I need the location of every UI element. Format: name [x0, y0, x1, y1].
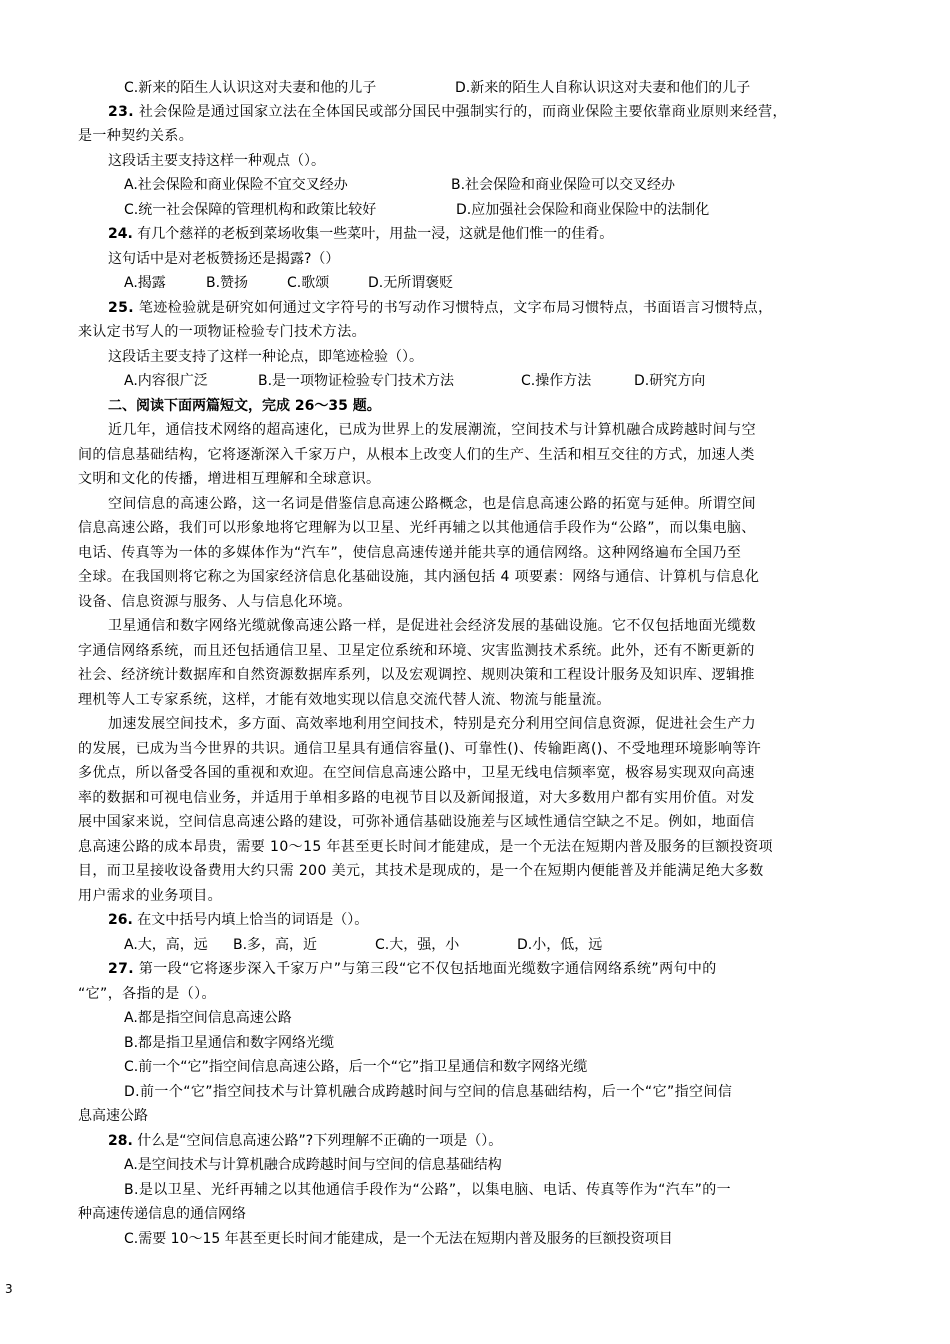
q22-option-d: D.新来的陌生人自称认识这对夫妻和他们的儿子: [455, 80, 751, 96]
passage-p4-line: 的发展，已成为当今世界的共识。通信卫星具有通信容量()、可靠性()、传输距离()、不受地理环境影响等许: [78, 741, 762, 757]
q25-number: 25.: [108, 300, 135, 316]
q23-line-1: 社会保险是通过国家立法在全体国民或部分国民中强制实行的，而商业保险主要依靠商业原则来经营，: [138, 104, 787, 120]
passage-p4-line: 目，而卫星接收设备费用大约只需 200 美元，其技术是现成的，是一个在短期内便能普及并能满足绝大多数: [78, 863, 764, 879]
q24-option-c: C.歌颂: [287, 275, 330, 291]
q23-option-c: C.统一社会保障的管理机构和政策比较好: [124, 202, 377, 218]
passage-p3-line: 理机等人工专家系统，这样，才能有效地实现以信息交流代替人流、物流与能量流。: [78, 692, 611, 708]
q23-prompt: 这段话主要支持这样一种观点（）。: [108, 153, 325, 169]
q28-line-1: 什么是“空间信息高速公路”?下列理解不正确的一项是（）。: [137, 1133, 503, 1149]
q23-question: [108, 100, 910, 125]
q26-option-a: A.大，高，远: [124, 937, 208, 953]
q25-option-b: B.是一项物证检验专门技术方法: [258, 373, 455, 389]
passage-p4-line: 率的数据和可视电信业务，并适用于单相多路的电视节目以及新闻报道，对大多数用户都有实用价值。对发: [78, 790, 755, 806]
passage-p1-line: 文明和文化的传播，增进相互理解和全球意识。: [78, 471, 381, 487]
q23-number: 23.: [108, 104, 135, 120]
q26-option-d: D.小，低，远: [517, 937, 603, 953]
q27-question: [108, 957, 910, 982]
q25-option-d: D.研究方向: [634, 373, 706, 389]
q27-option-d-line-2: 息高速公路: [78, 1108, 148, 1124]
passage-p2-line: 设备、信息资源与服务、人与信息化环境。: [78, 594, 352, 610]
q26-option-b: B.多，高，近: [233, 937, 318, 953]
q27-option-d-line-1: D.前一个“它”指空间技术与计算机融合成跨越时间与空间的信息基础结构，后一个“它”指空间信: [124, 1084, 733, 1100]
passage-p3-line: 字通信网络系统，而且还包括通信卫星、卫星定位系统和环境、灾害监测技术系统。此外，还有不断更新的: [78, 643, 755, 659]
q26-number: 26.: [108, 912, 133, 928]
passage-p3-line: 社会、经济统计数据库和自然资源数据库系列，以及宏观调控、规则决策和工程设计服务及知识库、逻辑推: [78, 667, 755, 683]
q24-question: [108, 222, 910, 247]
passage-p4-line: 用户需求的业务项目。: [78, 888, 222, 904]
q26-line-1: 在文中括号内填上恰当的词语是（）。: [137, 912, 369, 928]
q24-number: 24.: [108, 226, 133, 242]
q23-option-a: A.社会保险和商业保险不宜交叉经办: [124, 177, 348, 193]
passage-p2-line: 电话、传真等为一体的多媒体作为“汽车”，使信息高速传递并能共享的通信网络。这种网络遍布全国乃至: [78, 545, 742, 561]
q24-prompt: 这句话中是对老板赞扬还是揭露?（）: [108, 251, 340, 267]
q22-option-c: C.新来的陌生人认识这对夫妻和他的儿子: [124, 80, 377, 96]
page-number: 3: [5, 1282, 13, 1296]
section-2-heading: 二、阅读下面两篇短文，完成 26～35 题。: [108, 398, 381, 414]
passage-p3-line: 卫星通信和数字网络光缆就像高速公路一样，是促进社会经济发展的基础设施。它不仅包括地面光缆数: [108, 618, 756, 634]
passage-p4-line: 多优点，所以备受各国的重视和欢迎。在空间信息高速公路中，卫星无线电信频率宽，极容易实现双向高速: [78, 765, 755, 781]
q28-option-b-line-2: 种高速传递信息的通信网络: [78, 1206, 246, 1222]
q27-line-1: 第一段“它将逐步深入千家万户”与第三段“它不仅包括地面光缆数字通信网络系统”两句中的: [138, 961, 717, 977]
q26-option-c: C.大，强，小: [375, 937, 460, 953]
q25-option-a: A.内容很广泛: [124, 373, 208, 389]
q23-option-b: B.社会保险和商业保险可以交叉经办: [451, 177, 676, 193]
q25-prompt: 这段话主要支持了这样一种论点，即笔迹检验（）。: [108, 349, 423, 365]
passage-p2-line: 信息高速公路，我们可以形象地将它理解为以卫星、光纤再辅之以其他通信手段作为“公路”，而以集电脑、: [78, 520, 756, 536]
q25-line-1: 笔迹检验就是研究如何通过文字符号的书写动作习惯特点，文字布局习惯特点，书面语言习惯特点，: [138, 300, 773, 316]
passage-p4-line: 展中国家来说，空间信息高速公路的建设，可弥补通信基础设施差与区域性通信空缺之不足。例如，地面信: [78, 814, 755, 830]
q28-option-a: A.是空间技术与计算机融合成跨越时间与空间的信息基础结构: [124, 1157, 502, 1173]
q24-option-a: A.揭露: [124, 275, 166, 291]
q26-question: [108, 908, 910, 933]
passage-p1-line: 近几年，通信技术网络的超高速化，已成为世界上的发展潮流，空间技术与计算机融合成跨越时间与空: [108, 422, 756, 438]
q28-option-c: C.需要 10～15 年甚至更长时间才能建成，是一个无法在短期内普及服务的巨额投资项目: [124, 1231, 673, 1247]
q27-option-b: B.都是指卫星通信和数字网络光缆: [124, 1035, 335, 1051]
q27-option-c: C.前一个“它”指空间信息高速公路，后一个“它”指卫星通信和数字网络光缆: [124, 1059, 588, 1075]
q24-option-d: D.无所谓褒贬: [368, 275, 454, 291]
q24-option-b: B.赞扬: [206, 275, 249, 291]
q24-line-1: 有几个慈祥的老板到菜场收集一些菜叶，用盐一浸，这就是他们惟一的佳肴。: [137, 226, 614, 242]
passage-p1-line: 间的信息基础结构，它将逐渐深入千家万户，从根本上改变人们的生产、生活和相互交往的方式，加速人类: [78, 447, 755, 463]
passage-p2-line: 全球。在我国则将它称之为国家经济信息化基础设施，其内涵包括 4 项要素：网络与通信、计算机与信息化: [78, 569, 760, 585]
q25-question: [108, 296, 910, 321]
q25-line-2: 来认定书写人的一项物证检验专门技术方法。: [78, 324, 366, 340]
q25-option-c: C.操作方法: [521, 373, 592, 389]
q28-question: [108, 1129, 910, 1154]
passage-p4-line: 息高速公路的成本昂贵，需要 10～15 年甚至更长时间才能建成，是一个无法在短期内普及服务的巨额投资项: [78, 839, 773, 855]
passage-p4-line: 加速发展空间技术，多方面、高效率地利用空间技术，特别是充分利用空间信息资源，促进社会生产力: [108, 716, 756, 732]
q28-option-b-line-1: B.是以卫星、光纤再辅之以其他通信手段作为“公路”，以集电脑、电话、传真等作为“汽车”的一: [124, 1182, 732, 1198]
q28-number: 28.: [108, 1133, 133, 1149]
q27-line-2: “它”，各指的是（）。: [78, 986, 216, 1002]
q27-option-a: A.都是指空间信息高速公路: [124, 1010, 292, 1026]
q27-number: 27.: [108, 961, 135, 977]
passage-p2-line: 空间信息的高速公路，这一名词是借鉴信息高速公路概念，也是信息高速公路的拓宽与延伸。所谓空间: [108, 496, 756, 512]
q23-option-d: D.应加强社会保险和商业保险中的法制化: [456, 202, 710, 218]
q23-line-2: 是一种契约关系。: [78, 128, 194, 144]
